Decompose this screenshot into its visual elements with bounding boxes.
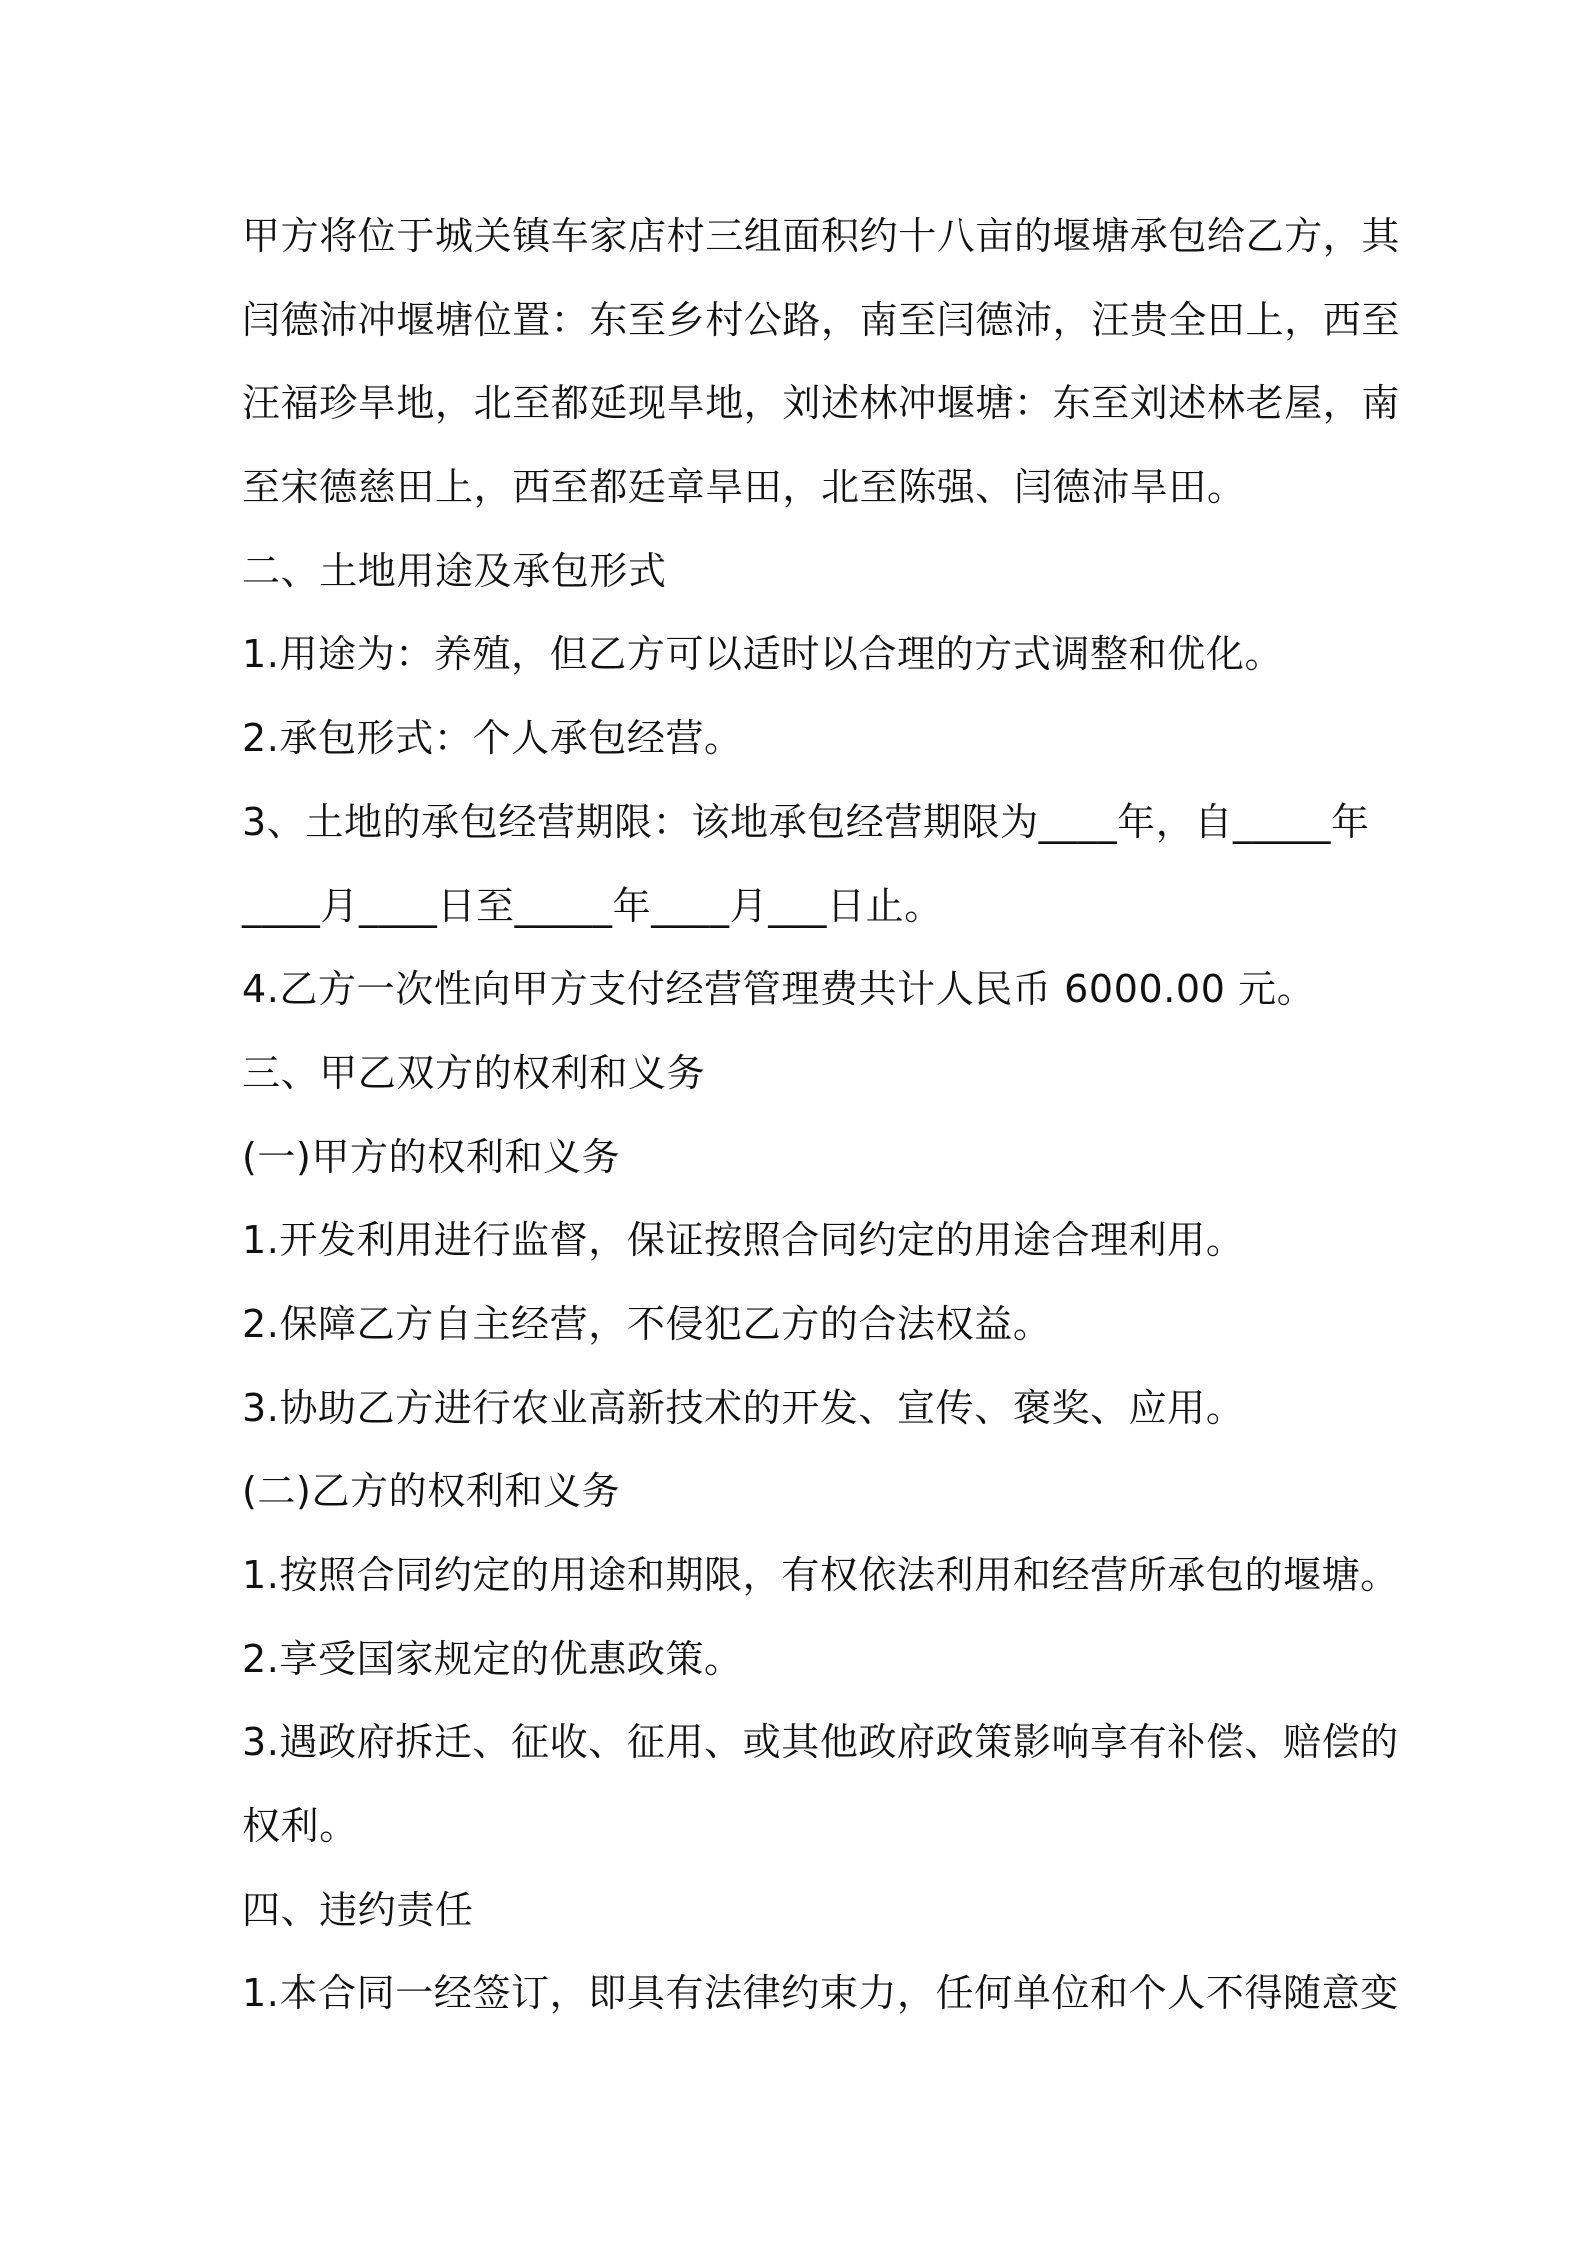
- list-item: 1.开发利用进行监督，保证按照合同约定的用途合理利用。: [242, 1218, 1245, 1263]
- list-item: 3.遇政府拆迁、征收、征用、或其他政府政策影响享有补偿、赔偿的: [242, 1720, 1399, 1765]
- section-heading: 三、甲乙双方的权利和义务: [242, 1050, 706, 1095]
- subsection-heading: (二)乙方的权利和义务: [242, 1469, 621, 1514]
- paragraph-line: 汪福珍旱地，北至都延现旱地，刘述林冲堰塘：东至刘述林老屋，南: [242, 381, 1401, 426]
- paragraph-line: 至宋德慈田上，西至都廷章旱田，北至陈强、闫德沛旱田。: [242, 465, 1246, 510]
- list-item-continuation: 权利。: [242, 1804, 358, 1849]
- list-item: 2.保障乙方自主经营，不侵犯乙方的合法权益。: [242, 1301, 1052, 1346]
- list-item: 3.协助乙方进行农业高新技术的开发、宣传、褒奖、应用。: [242, 1385, 1245, 1430]
- list-item: 2.承包形式：个人承包经营。: [242, 716, 743, 761]
- section-heading: 二、土地用途及承包形式: [242, 548, 667, 593]
- list-item: 1.按照合同约定的用途和期限，有权依法利用和经营所承包的堰塘。: [242, 1553, 1399, 1597]
- list-item: 1.用途为：养殖，但乙方可以适时以合理的方式调整和优化。: [242, 632, 1284, 677]
- document-body: [242, 195, 1401, 2036]
- section-heading: 四、违约责任: [242, 1887, 474, 1932]
- list-item: 2.享受国家规定的优惠政策。: [242, 1636, 743, 1681]
- list-item: 1.本合同一经签订，即具有法律约束力，任何单位和个人不得随意变: [242, 1971, 1399, 2016]
- paragraph-line: 甲方将位于城关镇车家店村三组面积约十八亩的堰塘承包给乙方，其: [242, 214, 1401, 258]
- list-item-continuation: ____月____日至_____年____月___日止。: [242, 883, 943, 928]
- paragraph-line: 闫德沛冲堰塘位置：东至乡村公路，南至闫德沛，汪贵全田上，西至: [242, 297, 1401, 342]
- list-item: 4.乙方一次性向甲方支付经营管理费共计人民币 6000.00 元。: [242, 967, 1316, 1012]
- list-item: 3、土地的承包经营期限：该地承包经营期限为____年，自_____年: [242, 799, 1370, 844]
- subsection-heading: (一)甲方的权利和义务: [242, 1134, 621, 1179]
